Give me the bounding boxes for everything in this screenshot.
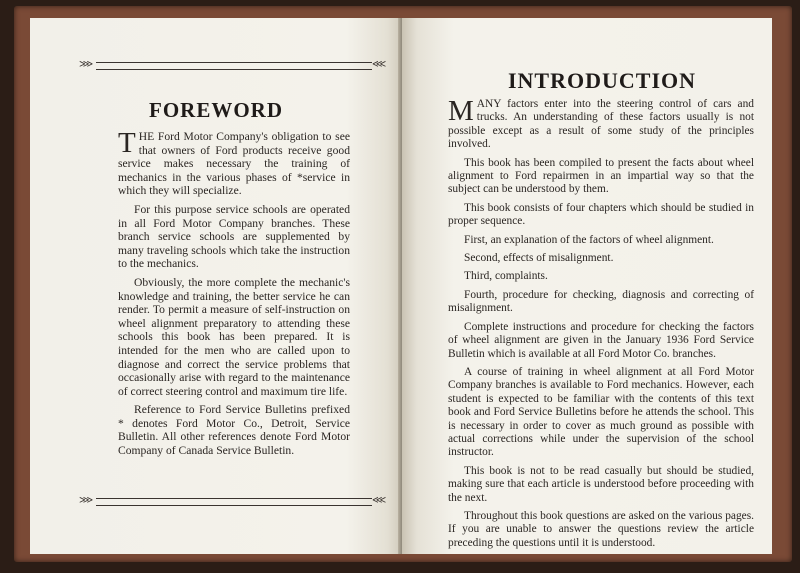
paragraph: Obviously, the more complete the mechanic's knowledge and training, the better service he can render. To permit a measure of self-instruction on wheel alignment preparatory to attending these schools this book has been prepared. It is intended for the men who are called upon to diagnose and correct the service problems that occasionally arise with regard to the maintenance of correct steering control and maximum tire life.	[118, 275, 350, 398]
introduction-text	[448, 95, 754, 555]
paragraph: Throughout this book questions are asked on the various pages. If you are unable to answer the questions review the article preceding the questions until it is understood.	[448, 509, 754, 549]
paragraph-text: HE Ford Motor Company's obligation to see that owners of Ford products receive good service makes necessary the training of mechanics in the various phases of *service in which they will specialize.	[118, 130, 350, 198]
paragraph: Third, complaints.	[464, 270, 548, 283]
paragraph: This book is not to be read casually but should be studied, making sure that each article is understood before proceeding with the next.	[448, 464, 754, 504]
left-page	[30, 18, 402, 554]
bottom-rule-ornament-right: ⋘	[372, 495, 387, 506]
paragraph: For this purpose service schools are operated in all Ford Motor Company branches. These branch service schools are supplemented by many traveling schools which take the instruction to the mechanics.	[118, 202, 350, 271]
top-rule-ornament-left: ⋙	[79, 59, 94, 70]
paragraph: First, an explanation of the factors of wheel alignment.	[464, 233, 714, 246]
top-rule-ornament-right: ⋘	[372, 59, 387, 70]
paragraph: This book has been compiled to present the facts about wheel alignment to Ford repairmen in an impartial way so that the subject can be understood by them.	[448, 156, 754, 196]
page-title: INTRODUCTION	[507, 68, 697, 93]
bottom-rule	[96, 498, 372, 506]
top-rule	[96, 62, 372, 70]
paragraph: Complete instructions and procedure for checking the factors of wheel alignment are given in the January 1936 Ford Service Bulletin which is available at all Ford Motor Co. branches.	[448, 320, 754, 360]
foreword-text	[118, 127, 350, 463]
paragraph: Reference to Ford Service Bulletins prefixed * denotes Ford Motor Co., Detroit, Service Bulletin. All other references denote Ford Motor Company of Canada Service Bulletin.	[118, 403, 350, 458]
bottom-rule-ornament-left: ⋙	[79, 495, 94, 506]
paragraph: This book consists of four chapters which should be studied in proper sequence.	[448, 201, 754, 228]
drop-cap: T	[118, 127, 136, 159]
paragraph	[448, 95, 754, 152]
page-title: FOREWORD	[149, 98, 283, 122]
paragraph: Fourth, procedure for checking, diagnosis and correcting of misalignment.	[448, 288, 754, 315]
book-cover	[14, 6, 792, 562]
paragraph	[118, 127, 350, 198]
paragraph-text: ANY factors enter into the steering control of cars and trucks. An understanding of these factors usually is not possible except as a result of some study of the principles involved.	[448, 98, 754, 151]
drop-cap: M	[448, 95, 474, 127]
paragraph: A course of training in wheel alignment at all Ford Motor Company branches is available to Ford mechanics. However, each student is expected to be familiar with the contents of this text book and Ford Service Bulletins before he attends the school. This is necessary in order to cover as much ground as possible with actual corrections while under the supervision of the school instructor.	[448, 365, 754, 459]
right-page	[402, 18, 772, 554]
paragraph: Second, effects of misalignment.	[464, 252, 614, 265]
